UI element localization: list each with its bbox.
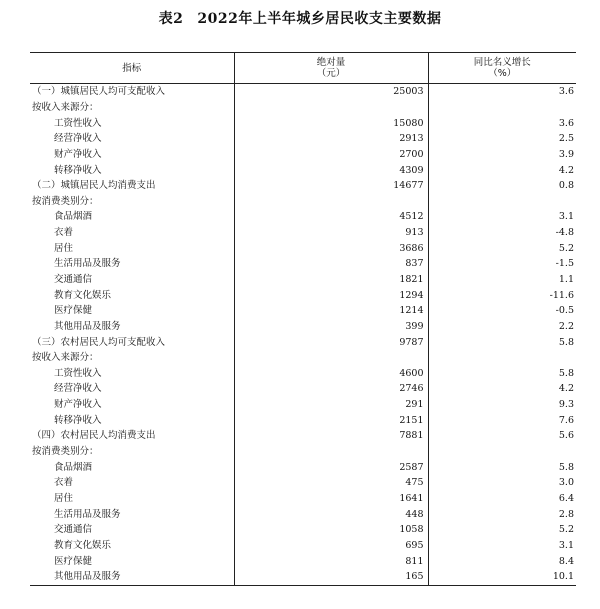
table-row [30, 147, 576, 163]
row-absolute-value: 399 [234, 319, 428, 335]
row-label: （二）城镇居民人均消费支出 [32, 180, 156, 192]
table-row [30, 350, 576, 366]
row-label: 生活用品及服务 [54, 508, 121, 520]
table-row [30, 193, 576, 209]
row-label: 生活用品及服务 [54, 258, 121, 270]
row-absolute-value: 4600 [234, 366, 428, 382]
row-label: 交通通信 [54, 274, 93, 285]
table-row [30, 162, 576, 178]
row-absolute-value: 15080 [234, 115, 428, 131]
table-row [30, 412, 576, 428]
table-row [30, 506, 576, 522]
row-absolute-value: 913 [234, 225, 428, 241]
row-absolute-value: 2746 [234, 381, 428, 397]
row-growth-value: 1.1 [428, 272, 576, 288]
row-absolute-value: 3686 [234, 240, 428, 256]
row-absolute-value [234, 100, 428, 116]
row-growth-value: 0.8 [428, 178, 576, 194]
row-absolute-value: 475 [234, 475, 428, 491]
row-label: （一）城镇居民人均可支配收入 [32, 86, 166, 98]
row-label: 财产净收入 [54, 148, 102, 160]
row-absolute-value: 1821 [234, 272, 428, 288]
row-absolute-value: 291 [234, 397, 428, 413]
row-growth-value: 4.2 [428, 162, 576, 178]
row-absolute-value [234, 193, 428, 209]
row-absolute-value: 448 [234, 506, 428, 522]
row-label: 医疗保健 [54, 305, 93, 317]
row-label: 按收入来源分： [32, 352, 99, 364]
row-growth-value: 3.6 [428, 115, 576, 131]
table-row [30, 209, 576, 225]
row-growth-value [428, 193, 576, 209]
row-label: 医疗保健 [54, 555, 93, 567]
table-row [30, 84, 576, 100]
row-label: 其他用品及服务 [30, 569, 234, 585]
table-row [30, 491, 576, 507]
row-absolute-value: 2151 [234, 412, 428, 428]
row-absolute-value: 14677 [234, 178, 428, 194]
row-absolute-value: 2587 [234, 459, 428, 475]
table-header [30, 53, 576, 84]
table-row [30, 553, 576, 569]
data-table [30, 52, 576, 586]
row-absolute-value: 837 [234, 256, 428, 272]
table-row [30, 272, 576, 288]
row-growth-value: 4.2 [428, 381, 576, 397]
row-label: 财产净收入 [54, 399, 102, 411]
table-row [30, 225, 576, 241]
table-row [30, 397, 576, 413]
row-growth-value [428, 350, 576, 366]
row-absolute-value: 25003 [234, 84, 428, 100]
header-growth [428, 53, 576, 84]
table-number: 表2 [158, 11, 184, 27]
table-row [30, 538, 576, 554]
table-title-text: 2022年上半年城乡居民收支主要数据 [197, 11, 442, 27]
row-absolute-value: 1294 [234, 287, 428, 303]
header-growth-line2: （%） [488, 68, 517, 79]
row-absolute-value [234, 444, 428, 460]
row-label: 教育文化娱乐 [54, 539, 112, 551]
row-growth-value: 3.9 [428, 147, 576, 163]
row-growth-value: 3.1 [428, 538, 576, 554]
table-row [30, 428, 576, 444]
row-label: 工资性收入 [54, 117, 102, 129]
table-row [30, 475, 576, 491]
row-label: （四）农村居民人均消费支出 [32, 430, 156, 442]
row-absolute-value: 9787 [234, 334, 428, 350]
row-label: 居住 [54, 492, 74, 504]
row-label: 居住 [54, 242, 74, 254]
row-absolute-value: 811 [234, 553, 428, 569]
row-label: 转移净收入 [54, 414, 102, 426]
row-growth-value: 3.0 [428, 475, 576, 491]
header-absolute-line2: （元） [316, 68, 346, 79]
table-row [30, 459, 576, 475]
row-absolute-value: 2913 [234, 131, 428, 147]
row-label: 食品烟酒 [54, 211, 93, 223]
table-row [30, 444, 576, 460]
row-growth-value: 8.4 [428, 553, 576, 569]
row-growth-value: 5.2 [428, 522, 576, 538]
row-growth-value: 3.6 [428, 84, 576, 100]
page-title [0, 8, 600, 28]
table-row [30, 131, 576, 147]
row-absolute-value: 695 [234, 538, 428, 554]
row-growth-value: 10.1 [428, 569, 576, 585]
header-growth-line1: 同比名义增长 [473, 57, 531, 68]
row-growth-value: 5.6 [428, 428, 576, 444]
row-growth-value: -0.5 [428, 303, 576, 319]
row-label: 按收入来源分： [32, 101, 99, 113]
row-absolute-value: 7881 [234, 428, 428, 444]
row-growth-value: -1.5 [428, 256, 576, 272]
row-label: 衣着 [54, 477, 74, 489]
row-label: 交通通信 [54, 524, 93, 536]
row-growth-value: 3.1 [428, 209, 576, 225]
table-row [30, 115, 576, 131]
row-growth-value: 9.3 [428, 397, 576, 413]
row-growth-value: -11.6 [428, 287, 576, 303]
table-row [30, 522, 576, 538]
row-growth-value: 2.8 [428, 506, 576, 522]
row-label: 经营净收入 [54, 383, 102, 395]
table-row [30, 334, 576, 350]
header-indicator: 指标 [30, 53, 234, 84]
row-label: 转移净收入 [54, 164, 102, 176]
row-growth-value: 5.8 [428, 366, 576, 382]
row-label: 衣着 [54, 227, 74, 239]
header-absolute [234, 53, 428, 84]
table-row [30, 381, 576, 397]
table-body [30, 84, 576, 586]
row-label: 按消费类别分： [32, 446, 99, 458]
row-absolute-value: 4309 [234, 162, 428, 178]
row-growth-value: 5.8 [428, 459, 576, 475]
row-growth-value [428, 100, 576, 116]
row-absolute-value: 1058 [234, 522, 428, 538]
header-absolute-line1: 绝对量 [316, 57, 346, 68]
row-growth-value: 5.8 [428, 334, 576, 350]
row-growth-value: 2.2 [428, 319, 576, 335]
row-label: 教育文化娱乐 [54, 289, 112, 301]
table-row [30, 303, 576, 319]
row-label: 工资性收入 [54, 367, 102, 379]
table-row [30, 287, 576, 303]
row-growth-value: 2.5 [428, 131, 576, 147]
row-absolute-value: 2700 [234, 147, 428, 163]
row-absolute-value [234, 350, 428, 366]
row-growth-value: -4.8 [428, 225, 576, 241]
row-growth-value: 5.2 [428, 240, 576, 256]
table-row [30, 240, 576, 256]
row-absolute-value: 1641 [234, 491, 428, 507]
row-absolute-value: 1214 [234, 303, 428, 319]
table-row [30, 569, 576, 585]
row-label: 其他用品及服务 [54, 320, 121, 332]
row-growth-value: 7.6 [428, 412, 576, 428]
row-label: （三）农村居民人均可支配收入 [32, 336, 166, 348]
table-row [30, 319, 576, 335]
row-growth-value [428, 444, 576, 460]
table-row [30, 256, 576, 272]
row-label: 经营净收入 [54, 133, 102, 145]
table-row [30, 100, 576, 116]
row-absolute-value: 165 [234, 569, 428, 585]
row-growth-value: 6.4 [428, 491, 576, 507]
row-absolute-value: 4512 [234, 209, 428, 225]
row-label: 食品烟酒 [54, 461, 93, 473]
table-row [30, 178, 576, 194]
row-label: 按消费类别分： [32, 195, 99, 207]
table-row [30, 366, 576, 382]
